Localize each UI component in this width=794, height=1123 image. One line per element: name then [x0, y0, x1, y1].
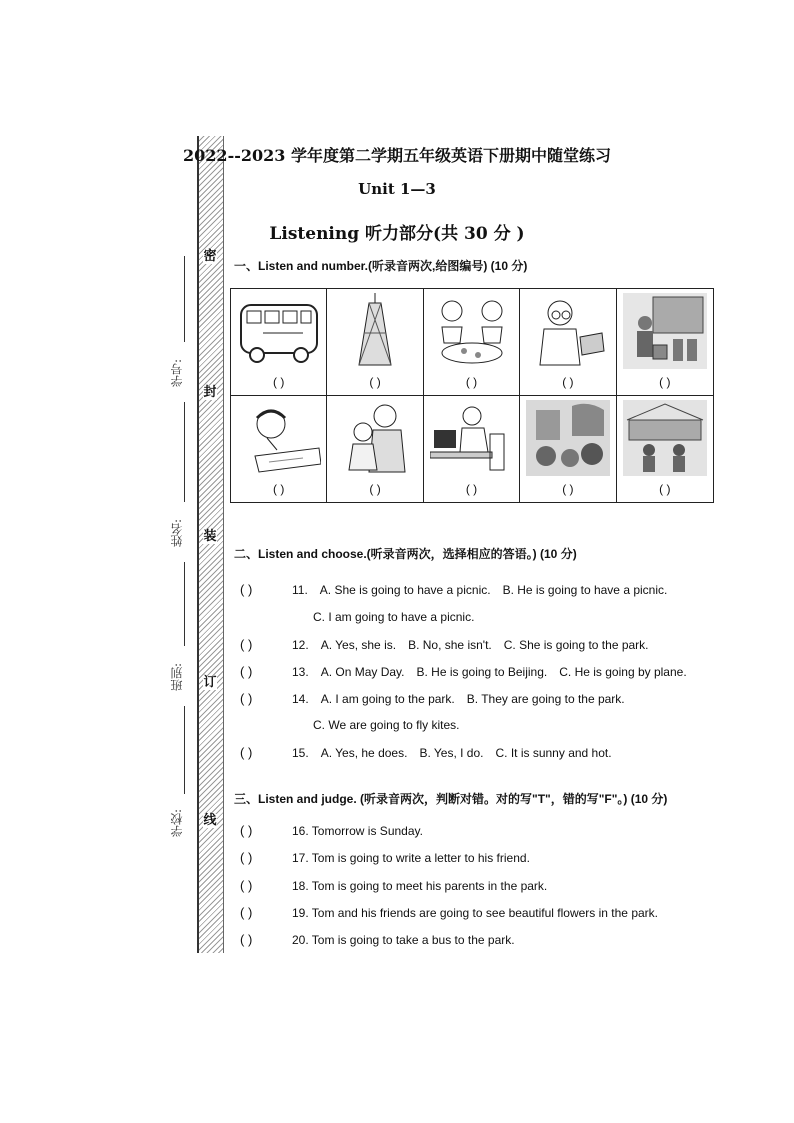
- name-label: 姓名:: [170, 518, 184, 548]
- question-number: 11.: [292, 582, 308, 597]
- school-label: 学校:: [170, 808, 184, 838]
- option-a: A. Yes, he does.: [320, 745, 408, 760]
- judge-item-19: [240, 905, 658, 920]
- answer-blank[interactable]: ( ): [659, 374, 671, 389]
- picture-cell-boy-reading: [520, 289, 616, 396]
- student-id-line: [184, 256, 185, 342]
- question-number: 15.: [292, 745, 309, 760]
- class-line: [184, 562, 185, 646]
- answer-blank[interactable]: ( ): [465, 482, 478, 496]
- question-13: [240, 664, 699, 679]
- student-id-label: 学号:: [170, 358, 184, 388]
- seal-char-mi: 密: [203, 249, 217, 264]
- judge-text: 16. Tomorrow is Sunday.: [292, 823, 423, 838]
- seal-char-xian: 线: [203, 813, 217, 828]
- answer-blank[interactable]: ( ): [465, 374, 478, 389]
- mother-daughter-picture: [333, 400, 417, 476]
- section1-heading: 一、Listen and number.(听录音两次,给图编号) (10 分): [234, 259, 528, 273]
- answer-blank[interactable]: ( ): [562, 374, 574, 389]
- section2-heading: 二、Listen and choose.(听录音两次，选择相应的答语。) (10 分): [234, 547, 577, 561]
- option-c: C. He is going by plane.: [559, 664, 687, 679]
- question-14: [240, 691, 637, 706]
- judge-item-18: [240, 878, 547, 893]
- judge-item-17: [240, 850, 530, 865]
- answer-paren[interactable]: ( ): [240, 637, 253, 652]
- picture-cell-man-luggage: [617, 289, 713, 396]
- answer-blank[interactable]: ( ): [369, 482, 381, 496]
- option-b: B. He is going to have a picnic.: [502, 582, 668, 597]
- answer-paren[interactable]: ( ): [240, 664, 253, 679]
- answer-paren[interactable]: ( ): [240, 823, 253, 838]
- option-a: A. I am going to the park.: [320, 691, 455, 706]
- section3-heading: 三、Listen and judge. (听录音两次，判断对错。对的写"T"，错的写"F"。) (10 分): [234, 792, 668, 806]
- judge-text: 20. Tom is going to take a bus to the park.: [292, 932, 515, 947]
- judge-item-20: [240, 932, 515, 947]
- question-11: [240, 582, 679, 597]
- option-c: C. We are going to fly kites.: [313, 718, 460, 732]
- question-text: [292, 665, 699, 679]
- question-text: [292, 692, 637, 706]
- seal-char-feng: 封: [203, 385, 217, 400]
- picture-cell-garden: [520, 396, 616, 503]
- man-luggage-picture: [623, 293, 707, 369]
- boy-writing-picture: [237, 400, 321, 476]
- question-text: [292, 583, 679, 597]
- answer-paren[interactable]: ( ): [240, 850, 253, 865]
- option-b: B. They are going to the park.: [466, 691, 625, 706]
- seal-char-zhuang: 装: [203, 529, 217, 544]
- answer-blank[interactable]: ( ): [659, 482, 671, 496]
- option-c: C. She is going to the park.: [503, 637, 649, 652]
- person-computer-picture: [430, 400, 514, 476]
- answer-paren[interactable]: ( ): [240, 905, 253, 920]
- option-a: A. Yes, she is.: [320, 637, 397, 652]
- answer-blank[interactable]: ( ): [562, 482, 574, 496]
- picture-grid: [230, 288, 714, 503]
- option-a: A. On May Day.: [320, 664, 405, 679]
- park-kids-picture: [623, 400, 707, 476]
- option-a: A. She is going to have a picnic.: [319, 582, 491, 597]
- answer-paren[interactable]: ( ): [240, 745, 253, 760]
- listening-heading: Listening 听力部分(共 30 分 ): [269, 224, 525, 244]
- answer-paren[interactable]: ( ): [240, 932, 253, 947]
- class-label: 班别:: [170, 662, 184, 692]
- name-line: [184, 402, 185, 502]
- question-number: 14.: [292, 691, 309, 706]
- picture-cell-tower: [327, 289, 423, 396]
- picture-cell-picnic: [424, 289, 520, 396]
- judge-item-16: [240, 823, 423, 838]
- option-c: C. It is sunny and hot.: [495, 745, 612, 760]
- answer-paren[interactable]: ( ): [240, 691, 253, 706]
- picnic-picture: [430, 293, 514, 369]
- answer-paren[interactable]: ( ): [240, 582, 253, 597]
- school-line: [184, 706, 185, 794]
- option-b: B. Yes, I do.: [419, 745, 484, 760]
- answer-blank[interactable]: ( ): [369, 374, 381, 389]
- exam-title: 2022--2023 学年度第二学期五年级英语下册期中随堂练习: [183, 146, 611, 165]
- question-number: 12.: [292, 637, 309, 652]
- tv-tower-picture: [333, 293, 417, 369]
- question-12: [240, 637, 661, 652]
- question-text: [292, 638, 661, 652]
- answer-blank[interactable]: ( ): [273, 374, 285, 389]
- boy-reading-picture: [526, 293, 610, 369]
- answer-paren[interactable]: ( ): [240, 878, 253, 893]
- picture-cell-mother-daughter: [327, 396, 423, 503]
- question-number: 13.: [292, 664, 309, 679]
- question-text: [292, 746, 624, 760]
- garden-picture: [526, 400, 610, 476]
- option-c: C. I am going to have a picnic.: [313, 610, 475, 624]
- picture-cell-park: [617, 396, 713, 503]
- picture-cell-school-bus: [231, 289, 327, 396]
- school-bus-picture: [237, 293, 321, 369]
- judge-text: 19. Tom and his friends are going to see beautiful flowers in the park.: [292, 905, 658, 920]
- seal-char-ding: 订: [203, 675, 217, 690]
- option-b: B. No, she isn't.: [408, 637, 492, 652]
- option-b: B. He is going to Beijing.: [416, 664, 548, 679]
- judge-text: 17. Tom is going to write a letter to his friend.: [292, 850, 530, 865]
- unit-subtitle: Unit 1—3: [358, 180, 436, 198]
- answer-blank[interactable]: ( ): [273, 482, 285, 496]
- judge-text: 18. Tom is going to meet his parents in the park.: [292, 878, 548, 893]
- picture-cell-computer: [424, 396, 520, 503]
- question-15: [240, 745, 624, 760]
- picture-cell-boy-writing: [231, 396, 327, 503]
